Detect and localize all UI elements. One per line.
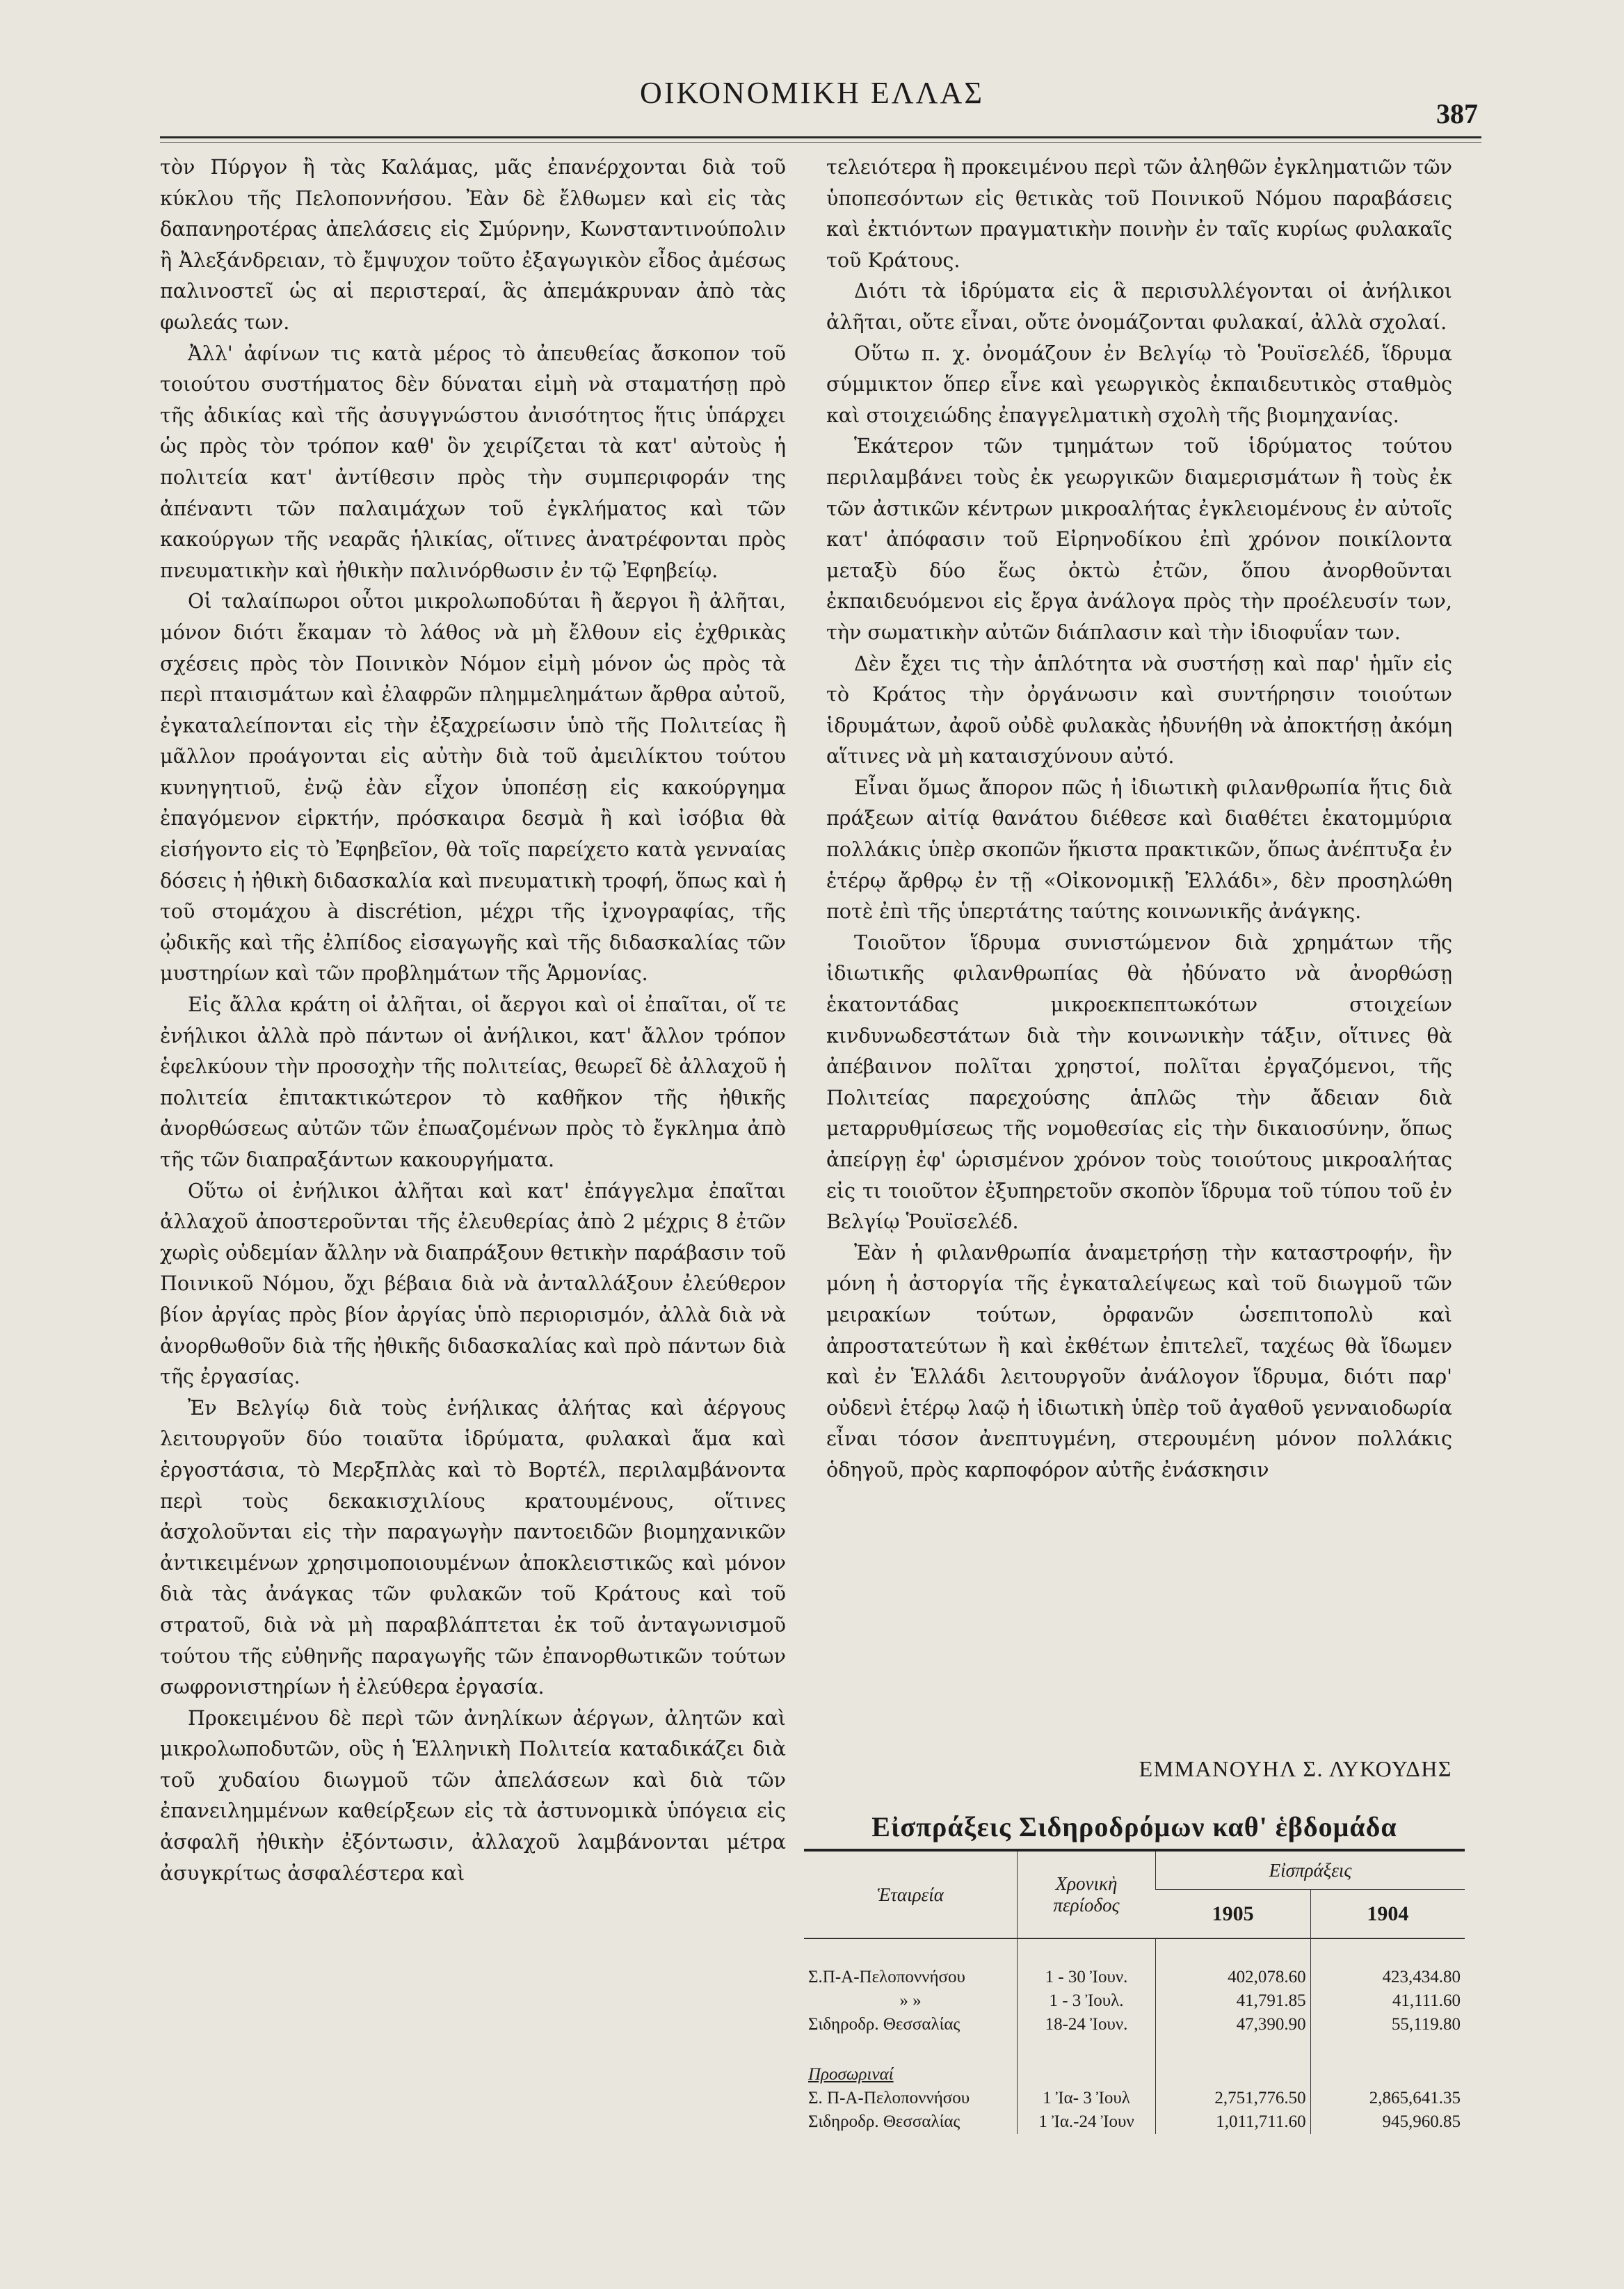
row-value-1905: 402,078.60 <box>1156 1966 1311 1989</box>
paragraph: Προκειμένου δὲ περὶ τῶν ἀνηλίκων ἀέργων, ἀλητῶν καὶ μικρολωποδυτῶν, οὓς ἡ Ἑλληνικὴ Πολιτεία καταδικάζει διὰ τοῦ χυδαίου διωγμοῦ τῶν ἀπελάσεων καὶ διὰ τῶν ἐπανειλημμένων καθείρξεων εἰς τὰ ἀστυνομικὰ ὑπόγεια εἰς ἀσφαλῆ ἠθικὴν ἐξόντωσιν, ἀλλαχοῦ λαμβάνονται μέτρα ἀσυγκρίτως ἀσφαλέστερα καὶ <box>160 1705 786 1885</box>
row-period: 18-24 Ἰουν. <box>1018 2013 1156 2037</box>
table-row <box>804 1989 1465 2013</box>
row-company: Σιδηροδρ. Θεσσαλίας <box>808 2112 960 2131</box>
row-period: 1 - 30 Ἰουν. <box>1018 1966 1156 1989</box>
railway-receipts-table <box>804 1806 1465 2134</box>
row-value-1905: 41,791.85 <box>1156 1989 1311 2013</box>
header-period-line2: περίοδος <box>1053 1895 1120 1915</box>
header-period <box>1018 1852 1156 1938</box>
header-rule <box>160 136 1481 138</box>
table-row <box>804 2110 1465 2134</box>
table-row <box>804 2087 1465 2110</box>
paragraph: Διότι τὰ ἱδρύματα εἰς ἃ περισυλλέγονται οἱ ἀνήλικοι ἀλῆται, οὔτε εἶναι, οὔτε ὀνομάζονται φυλακαί, ἀλλὰ σχολαί. <box>826 279 1452 334</box>
table-row <box>804 2013 1465 2037</box>
row-period: 1 Ἰα- 3 Ἰουλ <box>1018 2087 1156 2110</box>
header-year-1905: 1905 <box>1156 1890 1311 1938</box>
paragraph: Ἐν Βελγίῳ διὰ τοὺς ἐνήλικας ἀλήτας καὶ ἀέργους λειτουργοῦν δύο τοιαῦτα ἱδρύματα, φυλακαὶ ἅμα καὶ ἐργοστάσια, τὸ Μερξπλὰς καὶ τὸ Βορτέλ, περιλαμβάνοντα περὶ τοὺς δεκακισχιλίους κρατουμένους, οἵτινες ἀσχολοῦνται εἰς τὴν παραγωγὴν παντοειδῶν βιομηχανικῶν ἀντικειμένων χρησιμοποιουμένων ἀποκλειστικῶς καὶ μόνον διὰ τὰς ἀνάγκας τῶν φυλακῶν τοῦ Κράτους καὶ τοῦ στρατοῦ, διὰ νὰ μὴ παραβλάπτεται ἐκ τοῦ ἀνταγωνισμοῦ τούτου τῆς εὐθηνῆς παραγωγῆς τῶν ἐπανορθωτικῶν τούτων σωφρονιστηρίων ἡ ἐλεύθερα ἐργασία. <box>160 1395 786 1699</box>
header-company: Ἑταιρεία <box>804 1852 1018 1938</box>
paragraph: Οὕτω οἱ ἐνήλικοι ἀλῆται καὶ κατ' ἐπάγγελμα ἐπαῖται ἀλλαχοῦ ἀποστεροῦνται τῆς ἐλευθερίας ἀπὸ 2 μέχρις 8 ἐτῶν χωρὶς οὐδεμίαν ἄλλην νὰ διαπράξουν θετικὴν παράβασιν τοῦ Ποινικοῦ Νόμου, ὄχι βέβαια διὰ νὰ ἀνταλλάξουν ἐλεύθερον βίον ἀργίας πρὸς βίον ἀργίας ὑπὸ περιορισμόν, ἀλλὰ διὰ νὰ ἀνορθωθοῦν διὰ τῆς ἠθικῆς διδασκαλίας καὶ πρὸ πάντων διὰ τῆς ἐργασίας. <box>160 1178 786 1389</box>
row-value-1904: 423,434.80 <box>1310 1966 1465 1989</box>
paragraph: Δὲν ἔχει τις τὴν ἁπλότητα νὰ συστήσῃ καὶ παρ' ἡμῖν εἰς τὸ Κράτος τὴν ὀργάνωσιν καὶ συντήρησιν τοιούτων ἱδρυμάτων, ἀφοῦ οὐδὲ φυλακὰς ἠδυνήθη νὰ ἀποκτήσῃ ἀκόμη αἵτινες νὰ μὴ καταισχύνουν αὐτό. <box>826 651 1452 769</box>
row-value-1904: 945,960.85 <box>1310 2110 1465 2134</box>
table-subheading-row <box>804 2063 1465 2087</box>
table-title: Εἰσπράξεις Σιδηροδρόμων καθ' ἑβδομάδα <box>804 1806 1465 1852</box>
row-company: » » <box>899 1991 922 2010</box>
paragraph: Ἑκάτερον τῶν τμημάτων τοῦ ἱδρύματος τούτου περιλαμβάνει τοὺς ἐκ γεωργικῶν διαμερισμάτων ἢ τοὺς ἐκ τῶν ἀστικῶν κέντρων μικροαλήτας ἐγκλειομένους ἐν αὐτοῖς κατ' ἀπόφασιν τοῦ Εἰρηνοδίκου ἐπὶ χρόνον ποικίλοντα μεταξὺ δύο ἕως ὀκτὼ ἐτῶν, ὅπου ἀνορθοῦνται ἐκπαιδευόμενοι εἰς ἔργα ἀνάλογα πρὸς τὴν προέλευσίν των, τὴν σωματικὴν αὐτῶν διάπλασιν καὶ τὴν ἰδιοφυΐαν των. <box>826 434 1452 644</box>
paragraph: τελειότερα ἢ προκειμένου περὶ τῶν ἀληθῶν ἐγκληματιῶν τῶν ὑποπεσόντων εἰς θετικὰς τοῦ Ποινικοῦ Νόμου παραβάσεις καὶ ἐκτιόντων πραγματικὴν ποινὴν ἐν ταῖς κυρίως φυλακαῖς τοῦ Κράτους. <box>826 155 1452 272</box>
row-period: 1 - 3 Ἰουλ. <box>1018 1989 1156 2013</box>
running-header: ΟΙΚΟΝΟΜΙΚΗ ΕΛΛΑΣ <box>640 76 984 110</box>
paragraph: Ἐὰν ἡ φιλανθρωπία ἀναμετρήσῃ τὴν καταστροφήν, ἣν μόνη ἡ ἀστοργία τῆς ἐγκαταλείψεως καὶ τοῦ διωγμοῦ τῶν μειρακίων τούτων, ὀρφανῶν ὡσεπιτοπολὺ καὶ ἀπροστατεύτων ἢ καὶ ἐκθέτων ἐπιτελεῖ, ταχέως θὰ ἴδωμεν καὶ ἐν Ἑλλάδι λειτουργοῦν ἀνάλογον ἵδρυμα, διότι παρ' οὐδενὶ ἑτέρῳ λαῷ ἡ ἰδιωτικὴ ὑπὲρ τοῦ ἀγαθοῦ γενναιοδωρία εἶναι τόσον ἀνεπτυγμένη, στερουμένη μόνον πολλάκις ὁδηγοῦ, πρὸς καρποφόρον αὐτῆς ἐνάσκησιν <box>826 1240 1452 1481</box>
header-period-line1: Χρονικὴ <box>1055 1873 1118 1894</box>
paragraph: Ἀλλ' ἀφίνων τις κατὰ μέρος τὸ ἀπευθείας ἄσκοπον τοῦ τοιούτου συστήματος δὲν δύναται εἰμὴ νὰ σταματήσῃ πρὸ τῆς ἀδικίας καὶ τῆς ἀσυγγνώστου ἀνισότητος ἥτις ὑπάρχει ὡς πρὸς τὸν τρόπον καθ' ὃν χειρίζεται τὰ κατ' αὐτοὺς ἡ πολιτεία κατ' ἀντίθεσιν πρὸς τὴν συμπεριφοράν της ἀπέναντι τῶν παλαιμάχων τοῦ ἐγκλήματος καὶ τῶν κακούργων τῆς νεαρᾶς ἡλικίας, οἵτινες ἀνατρέφονται πρὸς πνευματικὴν καὶ ἠθικὴν παλινόρθωσιν ἐν τῷ Ἐφηβείῳ. <box>160 341 786 582</box>
row-company: Σιδηροδρ. Θεσσαλίας <box>808 2015 960 2034</box>
header-receipts: Εἰσπράξεις <box>1156 1852 1465 1890</box>
row-company: Σ. Π-Α-Πελοποννήσου <box>808 2089 970 2107</box>
receipts-table <box>804 1852 1465 2134</box>
left-column <box>160 152 786 2238</box>
paragraph: Οὕτω π. χ. ὀνομάζουν ἐν Βελγίῳ τὸ Ῥουϊσελέδ, ἵδρυμα σύμμικτον ὅπερ εἶνε καὶ γεωργικὸς ἐκπαιδευτικὸς σταθμὸς καὶ στοιχειώδης ἐπαγγελματικὴ σχολὴ τῆς βιομηχανίας. <box>826 341 1452 427</box>
paragraph: Τοιοῦτον ἵδρυμα συνιστώμενον διὰ χρημάτων τῆς ἰδιωτικῆς φιλανθρωπίας θὰ ἠδύνατο νὰ ἀνορθώσῃ ἑκατοντάδας μικροεκπεπτωκότων στοιχείων κινδυνωδεστάτων διὰ τὴν κοινωνικὴν τάξιν, οἵτινες θὰ ἀπέβαινον πολῖται χρηστοί, πολῖται ἐργαζόμενοι, τῆς Πολιτείας παρεχούσης ἁπλῶς τὴν ἄδειαν διὰ μεταρρυθμίσεως τῆς νομοθεσίας εἰς τὴν δικαιοσύνην, ὅπως ἀπείργῃ ἐφ' ὡρισμένον χρόνον τοὺς τοιούτους μικροαλήτας εἰς τι τοιοῦτον ἐξυπηρετοῦν σκοπὸν ἵδρυμα τοῦ τύπου τοῦ ἐν Βελγίῳ Ῥουϊσελέδ. <box>826 930 1452 1234</box>
row-value-1905: 1,011,711.60 <box>1156 2110 1311 2134</box>
page-number: 387 <box>1436 98 1478 129</box>
paragraph: τὸν Πύργον ἢ τὰς Καλάμας, μᾶς ἐπανέρχονται διὰ τοῦ κύκλου τῆς Πελοποννήσου. Ἐὰν δὲ ἔλθωμεν καὶ εἰς τὰς δαπανηροτέρας ἀπελάσεις εἰς Σμύρνην, Κωνσταντινούπολιν ἢ Ἀλεξάνδρειαν, τὸ ἔμψυχον τοῦτο ἐξαγωγικὸν εἶδος ἀμέσως παλινοστεῖ ὡς αἱ περιστεραί, ἃς ἀπεμάκρυναν ἀπὸ τὰς φωλεάς των. <box>160 155 786 334</box>
paragraph: Οἱ ταλαίπωροι οὗτοι μικρολωποδύται ἢ ἄεργοι ἢ ἀλῆται, μόνον διότι ἔκαμαν τὸ λάθος νὰ μὴ ἔλθουν εἰς ἐχθρικὰς σχέσεις πρὸς τὸν Ποινικὸν Νόμον εἰμὴ μόνον ὡς πρὸς τὰ περὶ πταισμάτων καὶ ἐλαφρῶν πλημμελημάτων ἄρθρα αὐτοῦ, ἐγκαταλείπονται εἰς τὴν ἐξαχρείωσιν ὑπὸ τῆς Πολιτείας ἢ μᾶλλον προάγονται εἰς αὐτὴν διὰ τοῦ ἀμειλίκτου τούτου κυνηγητιοῦ, ἐνῷ ἐὰν εἶχον ὑποπέσῃ εἰς κακούργημα ἐπαγόμενον εἱρκτήν, πρόσκαιρα δεσμὰ ἢ καὶ ἰσόβια θὰ εἰσήγοντο εἰς τὸ Ἐφηβεῖον, θὰ τοῖς παρείχετο κατὰ γενναίας δόσεις ἡ ἠθικὴ διδασκαλία καὶ πνευματικὴ τροφή, ὅπως καὶ ἡ τοῦ στομάχου à discrétion, μέχρι τῆς ἰχνογραφίας, τῆς ᾠδικῆς καὶ τῆς ἐλπίδος εἰσαγωγῆς καὶ τῆς διδασκαλίας τῶν μυστηρίων καὶ τῶν προβλημάτων τῆς Ἁρμονίας. <box>160 589 786 986</box>
row-value-1904: 41,111.60 <box>1310 1989 1465 2013</box>
provisional-label: Προσωριναί <box>808 2065 894 2084</box>
header-rule-thin <box>160 142 1481 143</box>
row-value-1904: 2,865,641.35 <box>1310 2087 1465 2110</box>
row-value-1905: 47,390.90 <box>1156 2013 1311 2037</box>
row-company: Σ.Π-Α-Πελοποννήσου <box>808 1968 965 1986</box>
row-value-1905: 2,751,776.50 <box>1156 2087 1311 2110</box>
paragraph: Εἶναι ὅμως ἄπορον πῶς ἡ ἰδιωτικὴ φιλανθρωπία ἥτις διὰ πράξεων αἰτίᾳ θανάτου διέθεσε καὶ διαθέτει ἑκατομμύρια πολλάκις ὑπὲρ σκοπῶν ἥκιστα πρακτικῶν, ὅπως ἀνέπτυξα ἐν ἑτέρῳ ἄρθρῳ ἐν τῇ «Οἰκονομικῇ Ἑλλάδι», δὲν προσηλώθη ποτὲ ἐπὶ τῆς ὑπερτάτης ταύτης κοινωνικῆς ἀνάγκης. <box>826 775 1452 924</box>
row-period: 1 Ἰα.-24 Ἰουν <box>1018 2110 1156 2134</box>
table-row <box>804 1966 1465 1989</box>
row-value-1904: 55,119.80 <box>1310 2013 1465 2037</box>
author-signature: ΕΜΜΑΝΟΥΗΛ Σ. ΛΥΚΟΥΔΗΣ <box>1139 1756 1452 1781</box>
paragraph: Εἰς ἄλλα κράτη οἱ ἀλῆται, οἱ ἄεργοι καὶ οἱ ἐπαῖται, οἵ τε ἐνήλικοι ἀλλὰ πρὸ πάντων οἱ ἀνήλικοι, κατ' ἄλλον τρόπον ἑφελκύουν τὴν προσοχὴν τῆς πολιτείας, θεωρεῖ δὲ ἀλλαχοῦ ἡ πολιτεία ἐπιτακτικώτερον τὸ καθῆκον τῆς ἠθικῆς ἀνορθώσεως αὐτῶν τῶν ἐπωαζομένων πρὸς τὸ ἔγκλημα ἀπὸ τῆς τῶν διαπραξάντων κακουργήματα. <box>160 993 786 1171</box>
header-year-1904: 1904 <box>1310 1890 1465 1938</box>
